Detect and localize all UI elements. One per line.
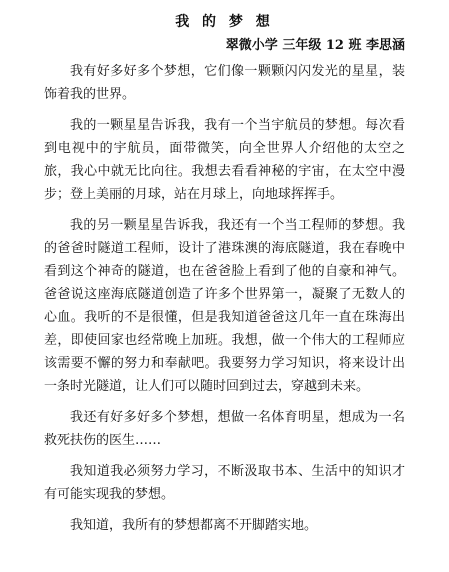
author-byline: 翠微小学 三年级 12 班 李思涵: [225, 38, 405, 53]
paragraph-2: 我的一颗星星告诉我，我有一个当宇航员的梦想。每次看到电视中的宇航员，面带微笑，向全世界人介绍他的太空之旅，我心中就无比向往。我想去看看神秘的宇宙，在太空中漫步；登上美丽的月球，站在月球上，向地球挥挥手。: [44, 118, 405, 202]
document-title: 我 的 梦 想: [175, 14, 274, 30]
paragraph-3: 我的另一颗星星告诉我，我还有一个当工程师的梦想。我的爸爸时隧道工程师，设计了港珠澳的海底隧道，我在春晚中看到这个神奇的隧道，也在爸爸脸上看到了他的自豪和神气。爸爸说这座海底隧道创造了许多个世界第一，凝聚了无数人的心血。我听的不是很懂，但是我知道爸爸这几年一直在珠海出差，即使回家也经常晚上加班。我想，做一个伟大的工程师应该需要不懈的努力和奉献吧。我要努力学习知识，将来设计出一条时光隧道，让人们可以随时回到过去，穿越到未来。: [44, 218, 405, 394]
paragraph-6: 我知道，我所有的梦想都离不开脚踏实地。: [70, 518, 318, 533]
paragraph-1: 我有好多好多个梦想，它们像一颗颗闪闪发光的星星，装饰着我的世界。: [44, 64, 405, 102]
paragraph-5: 我知道我必须努力学习，不断汲取书本、生活中的知识才有可能实现我的梦想。: [44, 464, 405, 502]
paragraph-4: 我还有好多好多个梦想，想做一名体育明星，想成为一名救死扶伤的医生……: [44, 410, 405, 448]
